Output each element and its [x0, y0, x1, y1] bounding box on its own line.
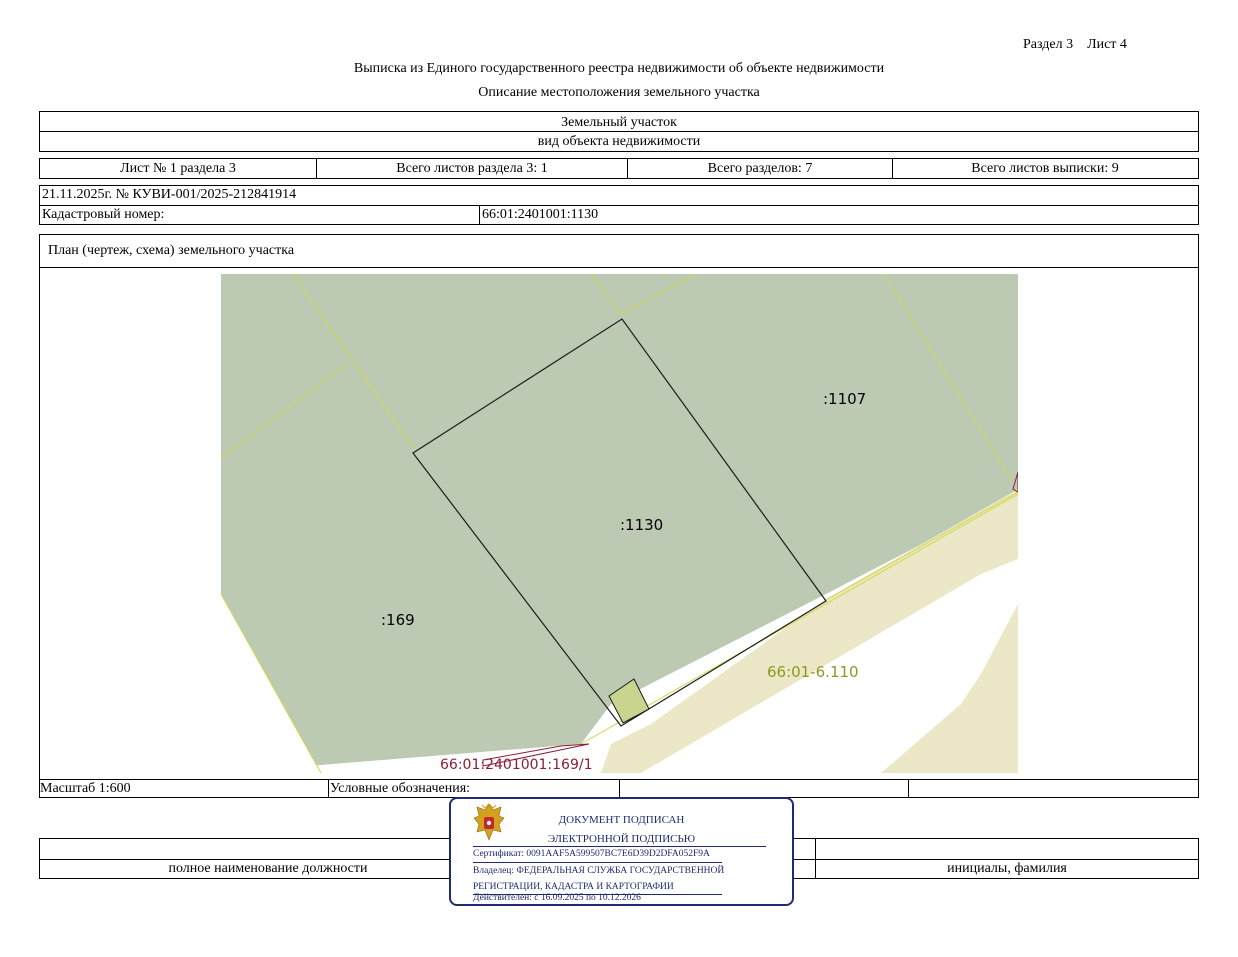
stamp-line-2: ЭЛЕКТРОННОЙ ПОДПИСЬЮ	[547, 833, 696, 845]
stamp-validity: Действителен: с 16.09.2025 по 10.12.2026	[473, 893, 641, 903]
position-caption: полное наименование должности	[168, 861, 368, 876]
parcel-1130-label: :1130	[620, 516, 664, 534]
total-sections: Всего разделов: 7	[628, 159, 893, 178]
total-sheets-section: Всего листов раздела 3: 1	[317, 159, 628, 178]
parcel-1107-label: :1107	[823, 390, 867, 408]
document-subtitle: Описание местоположения земельного участка	[478, 85, 760, 100]
section-sheet-number: Раздел 3 Лист 4	[1023, 37, 1127, 52]
stamp-owner-1: Владелец: ФЕДЕРАЛЬНАЯ СЛУЖБА ГОСУДАРСТВЕННОЙ	[473, 866, 725, 876]
scale-label: Масштаб 1:600	[40, 781, 131, 796]
zone-label: 66:01-6.110	[767, 663, 859, 681]
object-type-caption: вид объекта недвижимости	[537, 133, 701, 149]
cadastral-label: Кадастровый номер:	[42, 207, 165, 222]
stamp-owner-2: РЕГИСТРАЦИИ, КАДАСТРА И КАРТОГРАФИИ	[473, 882, 674, 892]
plan-title: План (чертеж, схема) земельного участка	[48, 243, 295, 258]
legend-label: Условные обозначения:	[330, 781, 471, 796]
parcel-169-1-label: 66:01:2401001:169/1	[440, 757, 593, 773]
stamp-line-1: ДОКУМЕНТ ПОДПИСАН	[558, 814, 685, 826]
record-box	[39, 185, 1199, 225]
document-title: Выписка из Единого государственного реестра недвижимости об объекте недвижимости	[353, 61, 885, 76]
sheet-info-row	[39, 158, 1199, 179]
initials-caption: инициалы, фамилия	[947, 861, 1067, 876]
object-type: Земельный участок	[561, 114, 677, 130]
stamp-certificate: Сертификат: 0091AAF5A599507BC7E6D39D2DFA052F9A	[473, 849, 710, 859]
parcel-169-label: :169	[381, 611, 415, 629]
sheet-number: Лист № 1 раздела 3	[40, 159, 317, 178]
cadastral-number: 66:01:2401001:1130	[482, 207, 599, 222]
total-sheets-extract: Всего листов выписки: 9	[971, 160, 1119, 176]
date-and-number: 21.11.2025г. № КУВИ-001/2025-212841914	[42, 187, 297, 202]
object-type-box	[39, 111, 1199, 152]
electronic-signature-stamp	[449, 797, 794, 906]
